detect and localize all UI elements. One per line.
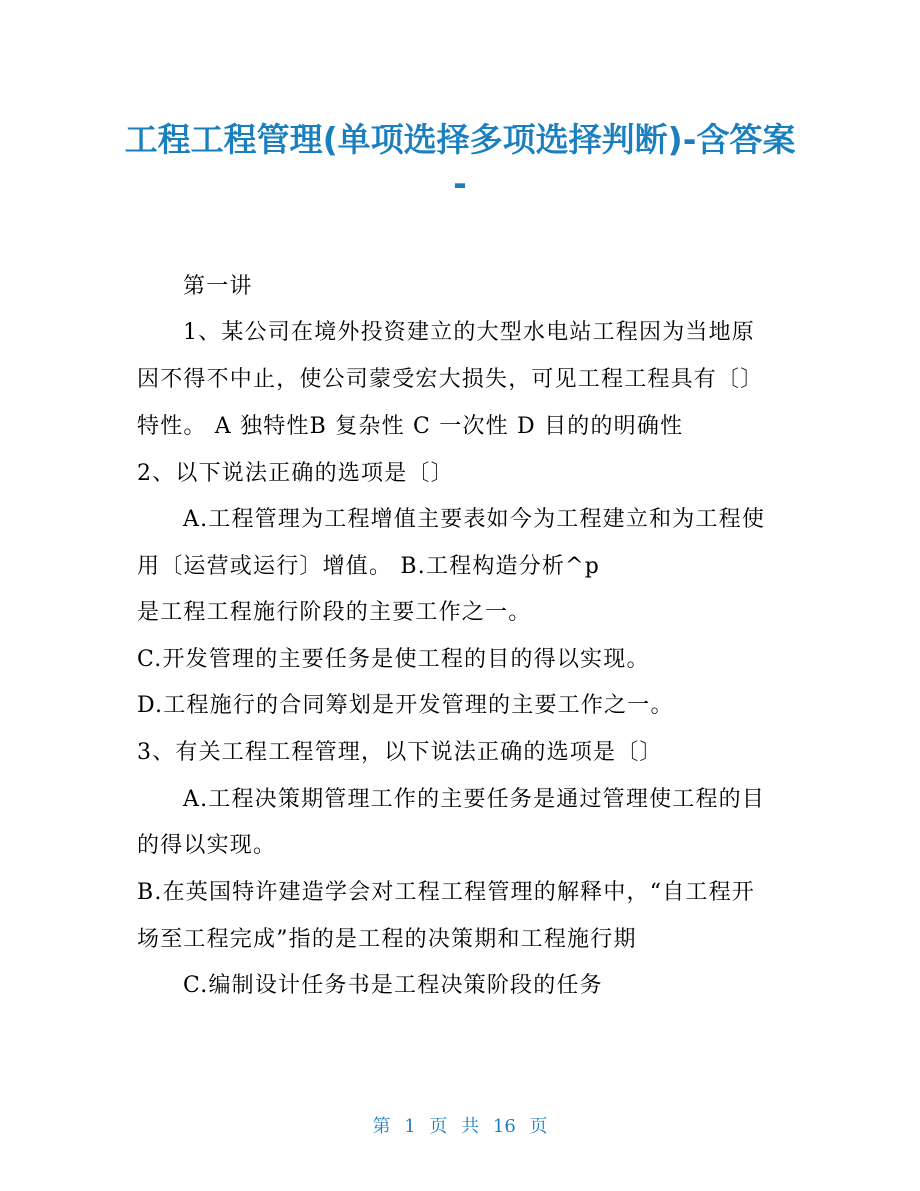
paragraph-line: A.工程决策期管理工作的主要任务是通过管理使工程的目 [183,787,766,812]
document-title-continuation: - [453,164,467,203]
footer-total-word: 共 [461,1116,480,1137]
paragraph-line: 特性。 A 独特性B 复杂性 C 一次性 D 目的的明确性 [137,414,684,439]
paragraph-line: 场至工程完成”指的是工程的决策期和工程施行期 [137,927,637,952]
paragraph-line: 是工程工程施行阶段的主要工作之一。 [137,600,532,625]
footer-page-number: 1 [404,1116,416,1137]
paragraph-line: C.开发管理的主要任务是使工程的目的得以实现。 [137,647,650,672]
document-title: 工程工程管理(单项选择多项选择判断)-含答案 [124,120,796,159]
paragraph-line: C.编制设计任务书是工程决策阶段的任务 [183,973,603,998]
paragraph-line: 3、有关工程工程管理，以下说法正确的选项是〔〕 [137,740,663,765]
paragraph-line: 用〔运营或运行〕增值。 B.工程构造分析^p [137,554,601,579]
page-footer [0,1112,920,1138]
paragraph-line: 因不得不中止，使公司蒙受宏大损失，可见工程工程具有〔〕 [137,367,764,392]
paragraph-line: 1、某公司在境外投资建立的大型水电站工程因为当地原 [183,320,755,345]
paragraph-line: 2、以下说法正确的选项是〔〕 [137,461,454,486]
paragraph-line: A.工程管理为工程增值主要表如今为工程建立和为工程使 [183,507,766,532]
footer-total-pages: 16 [492,1116,516,1137]
paragraph-line: D.工程施行的合同筹划是开发管理的主要工作之一。 [137,693,674,718]
section-heading: 第一讲 [183,274,253,299]
footer-page-word: 页 [429,1116,448,1137]
paragraph-line: 的得以实现。 [137,833,277,858]
footer-suffix: 页 [529,1116,548,1137]
footer-prefix: 第 [372,1116,391,1137]
paragraph-line: B.在英国特许建造学会对工程工程管理的解释中，“自工程开 [137,880,756,905]
